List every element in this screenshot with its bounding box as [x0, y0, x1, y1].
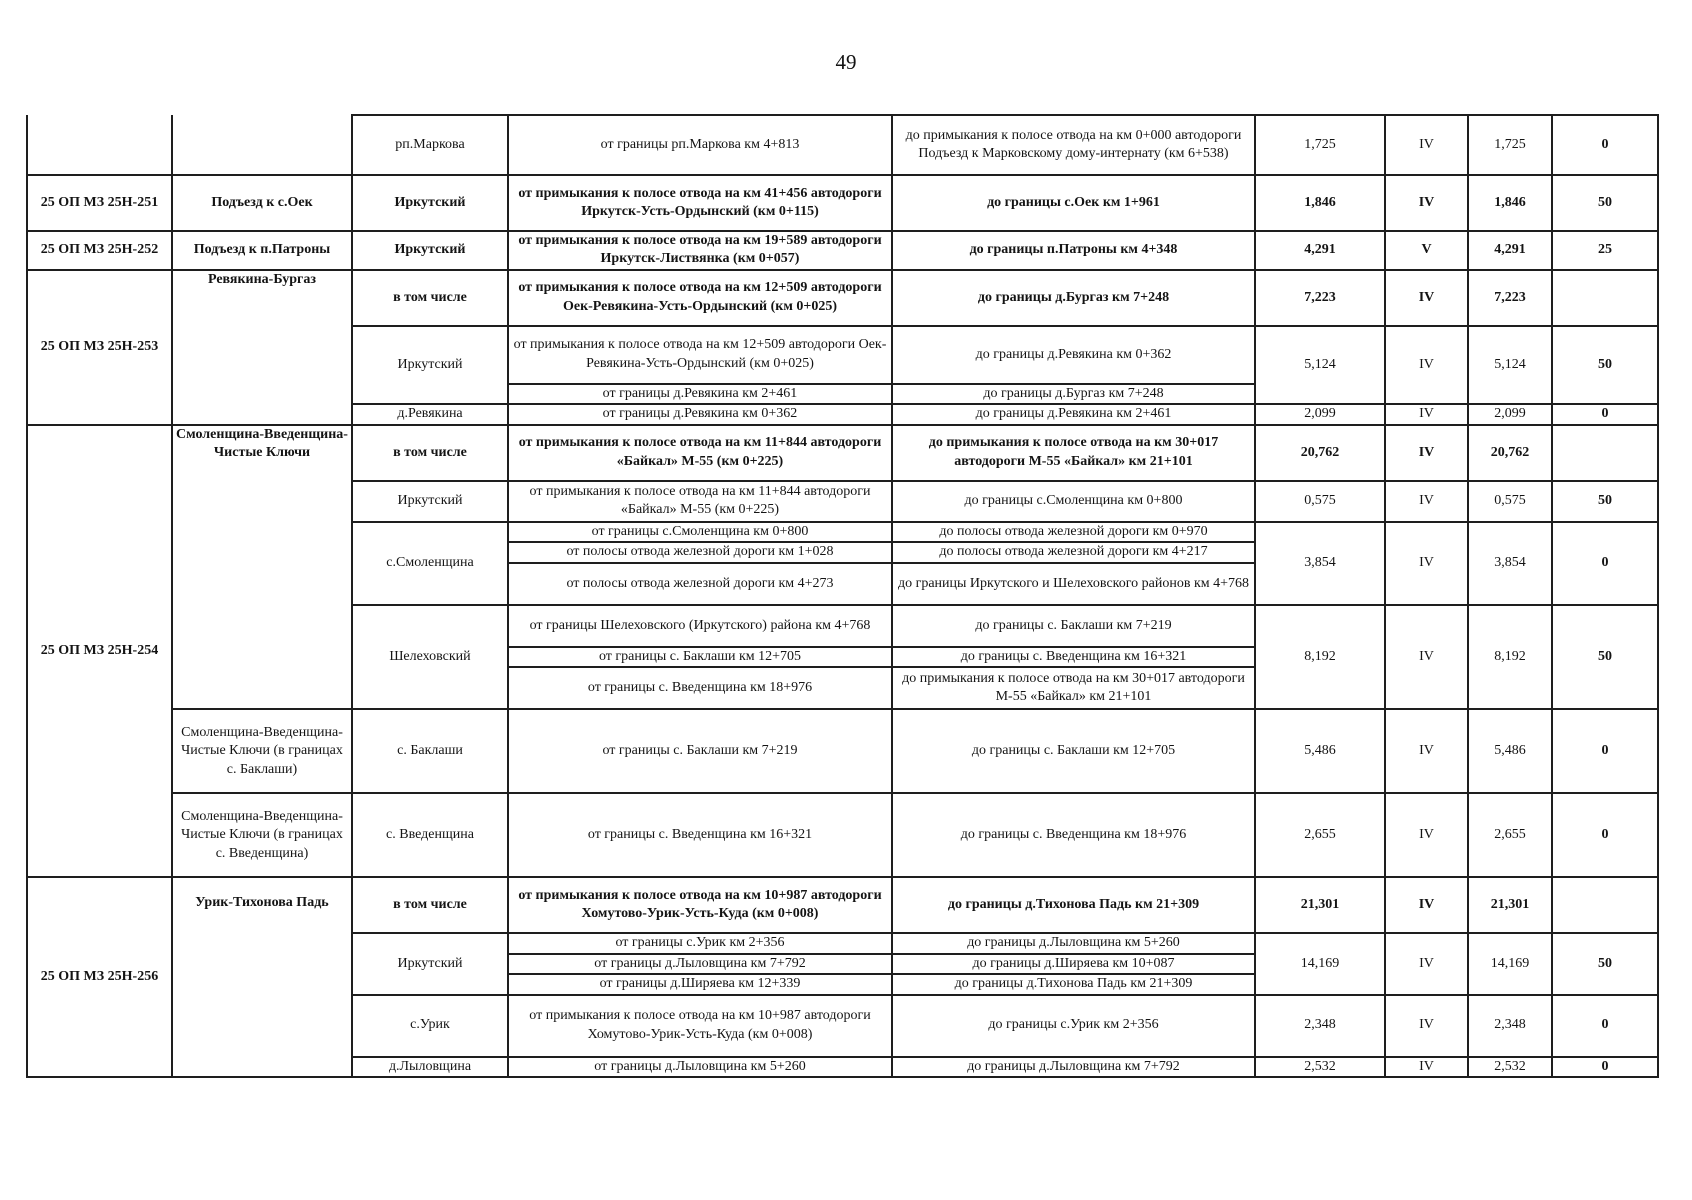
- road-name-cell: Подъезд к с.Оек: [172, 175, 352, 231]
- segment-start-cell: от границы Шелеховского (Иркутского) района км 4+768: [508, 605, 892, 647]
- segment-end-cell: до примыкания к полосе отвода на км 30+017 автодороги М-55 «Байкал» км 21+101: [892, 425, 1255, 481]
- paved-length-cell: 3,854: [1468, 522, 1552, 605]
- value-cell: 50: [1552, 326, 1658, 404]
- category-cell: IV: [1385, 877, 1468, 933]
- segment-start-cell: от границы д.Лыловщина км 7+792: [508, 954, 892, 974]
- segment-end-cell: до границы с. Баклаши км 12+705: [892, 709, 1255, 793]
- length-cell: 14,169: [1255, 933, 1385, 994]
- segment-start-cell: от примыкания к полосе отвода на км 12+509 автодороги Оек-Ревякина-Усть-Ордынский (км 0+025): [508, 270, 892, 326]
- segment-start-cell: от границы д.Ревякина км 0+362: [508, 404, 892, 424]
- road-name-cell: Смоленщина-Введенщина-Чистые Ключи (в границах с. Введенщина): [172, 793, 352, 877]
- segment-end-cell: до полосы отвода железной дороги км 0+970: [892, 522, 1255, 542]
- category-cell: IV: [1385, 995, 1468, 1057]
- paved-length-cell: 0,575: [1468, 481, 1552, 522]
- district-cell: Шелеховский: [352, 605, 508, 709]
- road-table: [26, 114, 1659, 1078]
- category-cell: IV: [1385, 270, 1468, 326]
- road-name-cell: Смоленщина-Введенщина-Чистые Ключи (в границах с. Баклаши): [172, 709, 352, 793]
- district-cell: в том числе: [352, 270, 508, 326]
- segment-end-cell: до границы д.Бургаз км 7+248: [892, 384, 1255, 404]
- value-cell: [1552, 270, 1658, 326]
- category-cell: IV: [1385, 522, 1468, 605]
- segment-end-cell: до границы д.Лыловщина км 5+260: [892, 933, 1255, 953]
- segment-start-cell: от границы с. Баклаши км 12+705: [508, 647, 892, 667]
- segment-end-cell: до границы д.Ревякина км 2+461: [892, 404, 1255, 424]
- segment-start-cell: от полосы отвода железной дороги км 1+028: [508, 542, 892, 562]
- segment-start-cell: от границы д.Ревякина км 2+461: [508, 384, 892, 404]
- value-cell: 25: [1552, 231, 1658, 270]
- value-cell: 0: [1552, 709, 1658, 793]
- district-cell: с. Введенщина: [352, 793, 508, 877]
- segment-end-cell: до примыкания к полосе отвода на км 0+000 автодороги Подъезд к Марковскому дому-интернату (км 6+538): [892, 115, 1255, 175]
- length-cell: 1,725: [1255, 115, 1385, 175]
- value-cell: 50: [1552, 605, 1658, 709]
- segment-start-cell: от примыкания к полосе отвода на км 19+589 автодороги Иркутск-Листвянка (км 0+057): [508, 231, 892, 270]
- category-cell: IV: [1385, 326, 1468, 404]
- segment-start-cell: от примыкания к полосе отвода на км 10+987 автодороги Хомутово-Урик-Усть-Куда (км 0+008): [508, 995, 892, 1057]
- value-cell: 50: [1552, 481, 1658, 522]
- page-number: 49: [835, 50, 857, 74]
- value-cell: [1552, 425, 1658, 481]
- segment-start-cell: от примыкания к полосе отвода на км 10+987 автодороги Хомутово-Урик-Усть-Куда (км 0+008): [508, 877, 892, 933]
- district-cell: д.Лыловщина: [352, 1057, 508, 1077]
- road-name-cell: Урик-Тихонова Падь: [172, 877, 352, 1077]
- segment-start-cell: от границы с.Урик км 2+356: [508, 933, 892, 953]
- value-cell: [1552, 877, 1658, 933]
- value-cell: 0: [1552, 995, 1658, 1057]
- value-cell: 0: [1552, 404, 1658, 424]
- segment-end-cell: до границы п.Патроны км 4+348: [892, 231, 1255, 270]
- district-cell: Иркутский: [352, 326, 508, 404]
- value-cell: 0: [1552, 1057, 1658, 1077]
- value-cell: 0: [1552, 522, 1658, 605]
- paved-length-cell: 7,223: [1468, 270, 1552, 326]
- district-cell: Иркутский: [352, 933, 508, 994]
- segment-start-cell: от границы д.Ширяева км 12+339: [508, 974, 892, 994]
- paved-length-cell: 5,486: [1468, 709, 1552, 793]
- length-cell: 2,348: [1255, 995, 1385, 1057]
- road-name-cell: Смоленщина-Введенщина-Чистые Ключи: [172, 425, 352, 709]
- road-id-cell: 25 ОП МЗ 25Н-252: [27, 231, 172, 270]
- segment-end-cell: до границы с.Оек км 1+961: [892, 175, 1255, 231]
- road-id-cell: 25 ОП МЗ 25Н-256: [27, 877, 172, 1077]
- length-cell: 7,223: [1255, 270, 1385, 326]
- category-cell: IV: [1385, 115, 1468, 175]
- road-name-cell: Подъезд к п.Патроны: [172, 231, 352, 270]
- segment-end-cell: до границы с.Смоленщина км 0+800: [892, 481, 1255, 522]
- segment-end-cell: до границы д.Лыловщина км 7+792: [892, 1057, 1255, 1077]
- category-cell: IV: [1385, 605, 1468, 709]
- segment-end-cell: до полосы отвода железной дороги км 4+217: [892, 542, 1255, 562]
- segment-end-cell: до границы с. Баклаши км 7+219: [892, 605, 1255, 647]
- road-id-cell: 25 ОП МЗ 25Н-254: [27, 425, 172, 877]
- length-cell: 2,099: [1255, 404, 1385, 424]
- paved-length-cell: 2,348: [1468, 995, 1552, 1057]
- segment-start-cell: от примыкания к полосе отвода на км 41+456 автодороги Иркутск-Усть-Ордынский (км 0+115): [508, 175, 892, 231]
- value-cell: 0: [1552, 793, 1658, 877]
- paved-length-cell: 4,291: [1468, 231, 1552, 270]
- segment-end-cell: до границы с. Введенщина км 18+976: [892, 793, 1255, 877]
- segment-end-cell: до границы д.Бургаз км 7+248: [892, 270, 1255, 326]
- segment-end-cell: до границы с. Введенщина км 16+321: [892, 647, 1255, 667]
- length-cell: 1,846: [1255, 175, 1385, 231]
- length-cell: 4,291: [1255, 231, 1385, 270]
- district-cell: д.Ревякина: [352, 404, 508, 424]
- paved-length-cell: 20,762: [1468, 425, 1552, 481]
- length-cell: 20,762: [1255, 425, 1385, 481]
- segment-end-cell: до границы д.Ревякина км 0+362: [892, 326, 1255, 384]
- length-cell: 8,192: [1255, 605, 1385, 709]
- category-cell: IV: [1385, 425, 1468, 481]
- paved-length-cell: 2,655: [1468, 793, 1552, 877]
- length-cell: 21,301: [1255, 877, 1385, 933]
- segment-start-cell: от примыкания к полосе отвода на км 11+844 автодороги «Байкал» М-55 (км 0+225): [508, 481, 892, 522]
- category-cell: IV: [1385, 1057, 1468, 1077]
- segment-start-cell: от границы д.Лыловщина км 5+260: [508, 1057, 892, 1077]
- length-cell: 5,486: [1255, 709, 1385, 793]
- road-id-cell: 25 ОП МЗ 25Н-253: [27, 270, 172, 425]
- length-cell: 3,854: [1255, 522, 1385, 605]
- category-cell: IV: [1385, 481, 1468, 522]
- segment-start-cell: от примыкания к полосе отвода на км 11+844 автодороги «Байкал» М-55 (км 0+225): [508, 425, 892, 481]
- district-cell: в том числе: [352, 425, 508, 481]
- paved-length-cell: 8,192: [1468, 605, 1552, 709]
- district-cell: Иркутский: [352, 175, 508, 231]
- value-cell: 50: [1552, 933, 1658, 994]
- segment-end-cell: до примыкания к полосе отвода на км 30+017 автодороги М-55 «Байкал» км 21+101: [892, 667, 1255, 709]
- segment-end-cell: до границы Иркутского и Шелеховского районов км 4+768: [892, 563, 1255, 605]
- paved-length-cell: 5,124: [1468, 326, 1552, 404]
- district-cell: с.Смоленщина: [352, 522, 508, 605]
- segment-start-cell: от границы с.Смоленщина км 0+800: [508, 522, 892, 542]
- segment-end-cell: до границы д.Тихонова Падь км 21+309: [892, 974, 1255, 994]
- category-cell: IV: [1385, 404, 1468, 424]
- road-name-cell: Ревякина-Бургаз: [172, 270, 352, 425]
- district-cell: с. Баклаши: [352, 709, 508, 793]
- district-cell: Иркутский: [352, 481, 508, 522]
- district-cell: в том числе: [352, 877, 508, 933]
- category-cell: V: [1385, 231, 1468, 270]
- segment-start-cell: от примыкания к полосе отвода на км 12+509 автодороги Оек-Ревякина-Усть-Ордынский (км 0+025): [508, 326, 892, 384]
- length-cell: 2,532: [1255, 1057, 1385, 1077]
- paved-length-cell: 2,099: [1468, 404, 1552, 424]
- category-cell: IV: [1385, 933, 1468, 994]
- length-cell: 2,655: [1255, 793, 1385, 877]
- segment-start-cell: от границы с. Введенщина км 16+321: [508, 793, 892, 877]
- length-cell: 5,124: [1255, 326, 1385, 404]
- segment-end-cell: до границы с.Урик км 2+356: [892, 995, 1255, 1057]
- paved-length-cell: 14,169: [1468, 933, 1552, 994]
- road-id-cell: [27, 115, 172, 175]
- segment-start-cell: от границы рп.Маркова км 4+813: [508, 115, 892, 175]
- category-cell: IV: [1385, 175, 1468, 231]
- district-cell: рп.Маркова: [352, 115, 508, 175]
- segment-end-cell: до границы д.Ширяева км 10+087: [892, 954, 1255, 974]
- segment-start-cell: от границы с. Введенщина км 18+976: [508, 667, 892, 709]
- paved-length-cell: 21,301: [1468, 877, 1552, 933]
- road-id-cell: 25 ОП МЗ 25Н-251: [27, 175, 172, 231]
- segment-start-cell: от границы с. Баклаши км 7+219: [508, 709, 892, 793]
- category-cell: IV: [1385, 793, 1468, 877]
- paved-length-cell: 2,532: [1468, 1057, 1552, 1077]
- category-cell: IV: [1385, 709, 1468, 793]
- segment-start-cell: от полосы отвода железной дороги км 4+273: [508, 563, 892, 605]
- district-cell: с.Урик: [352, 995, 508, 1057]
- length-cell: 0,575: [1255, 481, 1385, 522]
- paved-length-cell: 1,725: [1468, 115, 1552, 175]
- value-cell: 0: [1552, 115, 1658, 175]
- value-cell: 50: [1552, 175, 1658, 231]
- district-cell: Иркутский: [352, 231, 508, 270]
- road-name-cell: [172, 115, 352, 175]
- paved-length-cell: 1,846: [1468, 175, 1552, 231]
- segment-end-cell: до границы д.Тихонова Падь км 21+309: [892, 877, 1255, 933]
